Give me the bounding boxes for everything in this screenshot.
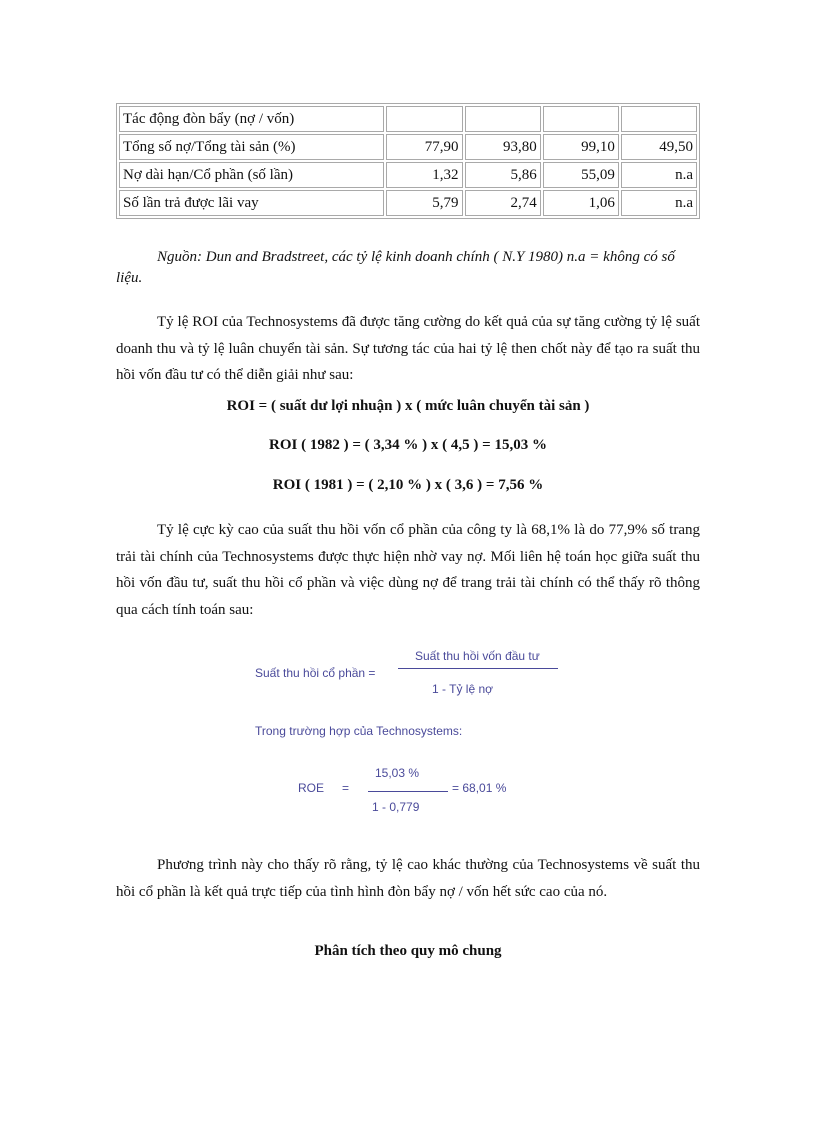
roe-formula-figure (240, 640, 570, 825)
fraction-line (398, 668, 558, 669)
table-cell: 5,79 (386, 190, 462, 216)
row-label: Số lần trả được lãi vay (119, 190, 384, 216)
table-cell (621, 106, 697, 132)
table-row (119, 190, 697, 216)
formula-denominator: 1 - Tỷ lệ nợ (432, 682, 494, 696)
paragraph: Tỷ lệ ROI của Technosystems đã được tăng cường do kết quả của sự tăng cường tỷ lệ suất doanh thu và tỷ lệ luân chuyển tài sản. Sự tương tác của hai tỷ lệ then chốt này để tạo ra suất thu hồi vốn đầu tư có thể diễn giải như sau: (116, 314, 700, 383)
table-cell (543, 106, 619, 132)
table-cell (386, 106, 462, 132)
formula-case-text: Trong trường hợp của Technosystems: (255, 724, 463, 738)
roe-label: ROE (298, 781, 325, 795)
table-row (119, 162, 697, 188)
table-cell: 93,80 (465, 134, 541, 160)
roi-1981-formula: ROI ( 1981 ) = ( 2,10 % ) x ( 3,6 ) = 7,56 % (272, 477, 544, 493)
formula-numerator: Suất thu hồi vốn đầu tư (415, 649, 540, 663)
table-cell: 55,09 (543, 162, 619, 188)
table-cell: 2,74 (465, 190, 541, 216)
row-label: Tổng số nợ/Tổng tài sản (%) (119, 134, 384, 160)
section-heading: Phân tích theo quy mô chung (314, 943, 502, 959)
table-cell: n.a (621, 162, 697, 188)
roe-denominator: 1 - 0,779 (372, 800, 420, 814)
table-row (119, 106, 697, 132)
table-cell: 5,86 (465, 162, 541, 188)
table-cell: 49,50 (621, 134, 697, 160)
roi-1982-formula: ROI ( 1982 ) = ( 3,34 % ) x ( 4,5 ) = 15,03 % (269, 437, 547, 453)
formula-label: Suất thu hồi cổ phần = (255, 666, 376, 680)
row-label: Nợ dài hạn/Cổ phần (số lần) (119, 162, 384, 188)
table-cell (465, 106, 541, 132)
roe-result: = 68,01 % (452, 781, 507, 795)
table-cell: 99,10 (543, 134, 619, 160)
table-cell: n.a (621, 190, 697, 216)
paragraph: Tỷ lệ cực kỳ cao của suất thu hồi vốn cổ phần của công ty là 68,1% là do 77,9% số trang trải tài chính của Technosystems được thực hiện nhờ vay nợ. Mối liên hệ toán học giữa suất thu hồi vốn đầu tư, suất thu hồi cổ phần và việc dùng nợ để trang trải tài chính có thể thấy rõ thông qua cách tính toán sau: (116, 522, 700, 618)
table-row (119, 134, 697, 160)
table-cell: 1,32 (386, 162, 462, 188)
leverage-ratio-table (116, 103, 700, 219)
equals-sign: = (342, 781, 350, 795)
source-note: Nguồn: Dun and Bradstreet, các tỷ lệ kinh doanh chính ( N.Y 1980) n.a = không có số liệu. (116, 249, 675, 286)
table-cell: 1,06 (543, 190, 619, 216)
roi-formula: ROI = ( suất dư lợi nhuận ) x ( mức luân chuyển tài sản ) (226, 398, 590, 414)
roe-numerator: 15,03 % (375, 766, 420, 780)
fraction-line (368, 791, 448, 792)
table-cell: 77,90 (386, 134, 462, 160)
paragraph: Phương trình này cho thấy rõ rằng, tỷ lệ cao khác thường của Technosystems về suất thu hồi cổ phần là kết quả trực tiếp của tình hình đòn bẩy nợ / vốn hết sức cao của nó. (116, 857, 700, 900)
row-label: Tác động đòn bẩy (nợ / vốn) (119, 106, 384, 132)
